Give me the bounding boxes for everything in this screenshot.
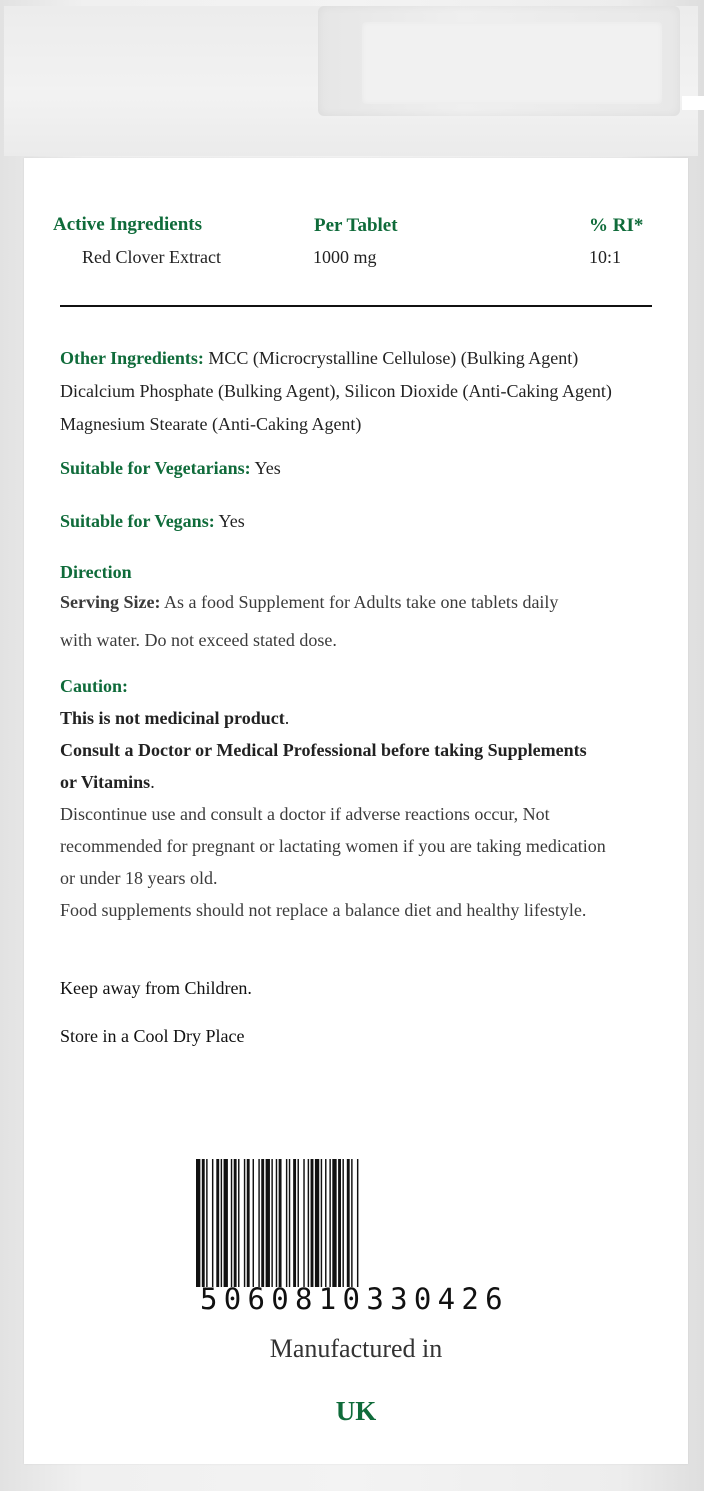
barcode-bar [342, 1159, 343, 1287]
barcode-bar [212, 1159, 213, 1287]
barcode-bar [279, 1159, 282, 1287]
caution-consult-line1: Consult a Doctor or Medical Professional before taking Supplements [60, 740, 587, 760]
caution-line2: recommended for pregnant or lactating women if you are taking medication [60, 836, 606, 856]
direction-section [60, 557, 558, 655]
barcode-bar [338, 1159, 341, 1287]
barcode-bar [244, 1159, 245, 1287]
barcode-bar [347, 1159, 350, 1287]
header-active-ingredients: Active Ingredients [53, 214, 202, 235]
barcode-bar [253, 1159, 254, 1287]
caution-not-medicinal: This is not medicinal product [60, 708, 285, 728]
pouch-zip-inner [362, 22, 662, 104]
barcode-digits: 5060810330426 [200, 1282, 509, 1316]
product-label [24, 158, 688, 1464]
caution-line3: or under 18 years old. [60, 868, 218, 888]
barcode-bar [357, 1159, 358, 1287]
vegetarian-line [60, 452, 281, 485]
barcode-bar [332, 1159, 336, 1287]
barcode-bar [234, 1159, 237, 1287]
serving-size-label: Serving Size: [60, 592, 161, 612]
barcode-bar [308, 1159, 309, 1287]
barcode-bar [329, 1159, 330, 1287]
barcode-bar [303, 1159, 304, 1287]
manufactured-country: UK [335, 1396, 377, 1426]
other-ingredients-line1: MCC (Microcrystalline Cellulose) (Bulking Agent) [203, 348, 579, 368]
barcode-bar [231, 1159, 232, 1287]
header-ri: % RI* [589, 215, 644, 236]
barcode-bar [221, 1159, 222, 1287]
other-ingredients [60, 342, 612, 441]
barcode-bar [293, 1159, 296, 1287]
barcode-bar [206, 1159, 207, 1287]
direction-line1: As a food Supplement for Adults take one tablets daily [160, 592, 559, 612]
barcode-bar [311, 1159, 314, 1287]
barcode-bar [247, 1159, 250, 1287]
barcode [196, 1159, 516, 1287]
barcode-bar [224, 1159, 228, 1287]
barcode-bar [258, 1159, 259, 1287]
barcode-bar [266, 1159, 270, 1287]
cell-per-tablet: 1000 mg [313, 247, 377, 267]
header-per-tablet: Per Tablet [314, 215, 398, 236]
cell-ri: 10:1 [589, 247, 622, 267]
barcode-bar [351, 1159, 352, 1287]
vegetarian-value: Yes [250, 458, 281, 478]
vegan-line [60, 505, 245, 538]
cell-ingredient-name: Red Clover Extract [82, 247, 221, 267]
barcode-bar [196, 1159, 200, 1287]
vegan-value: Yes [214, 511, 245, 531]
barcode-bar [216, 1159, 219, 1287]
barcode-bar [286, 1159, 287, 1287]
caution-consult-line2: or Vitamins [60, 772, 151, 792]
other-ingredients-line2: Dicalcium Phosphate (Bulking Agent), Silicon Dioxide (Anti-Caking Agent) [60, 381, 612, 401]
barcode-bar [289, 1159, 290, 1287]
store-cool-dry: Store in a Cool Dry Place [60, 1026, 245, 1046]
tear-notch [682, 96, 704, 110]
barcode-bar [271, 1159, 272, 1287]
barcode-bar [298, 1159, 299, 1287]
barcode-bar [202, 1159, 205, 1287]
manufactured-in-label: Manufactured in [269, 1334, 443, 1363]
caution-line1: Discontinue use and consult a doctor if adverse reactions occur, Not [60, 804, 550, 824]
barcode-bar [315, 1159, 319, 1287]
caution-section [60, 670, 606, 926]
direction-heading: Direction [60, 562, 132, 582]
other-ingredients-line3: Magnesium Stearate (Anti-Caking Agent) [60, 414, 362, 434]
vegetarian-label: Suitable for Vegetarians: [60, 458, 251, 478]
barcode-bar [238, 1159, 239, 1287]
table-divider [60, 305, 652, 307]
barcode-bar [321, 1159, 322, 1287]
direction-line2: with water. Do not exceed stated dose. [60, 630, 337, 650]
vegan-label: Suitable for Vegans: [60, 511, 215, 531]
barcode-bar [276, 1159, 277, 1287]
caution-heading: Caution: [60, 676, 129, 696]
keep-away-children: Keep away from Children. [60, 978, 252, 998]
barcode-bar [261, 1159, 264, 1287]
caution-line4: Food supplements should not replace a balance diet and healthy lifestyle. [60, 900, 587, 920]
caution-consult-period: . [150, 772, 155, 792]
caution-not-medicinal-period: . [284, 708, 290, 728]
other-ingredients-label: Other Ingredients: [60, 348, 204, 368]
barcode-bar [325, 1159, 326, 1287]
